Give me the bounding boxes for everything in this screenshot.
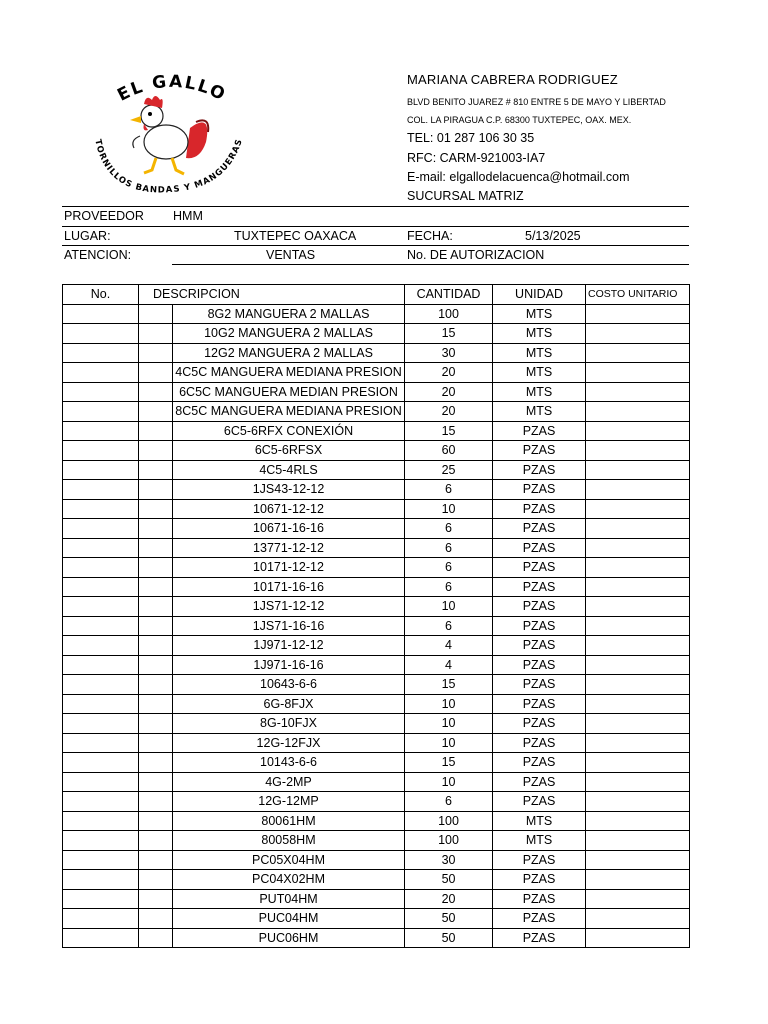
cell-unidad: PZAS	[493, 714, 586, 734]
cell-spacer	[139, 694, 173, 714]
cell-costo-unitario	[586, 811, 690, 831]
cell-costo-unitario	[586, 870, 690, 890]
cell-costo-unitario	[586, 772, 690, 792]
table-row	[63, 928, 690, 948]
cell-costo-unitario	[586, 928, 690, 948]
cell-spacer	[139, 714, 173, 734]
cell-descripcion: 10171-12-12	[173, 558, 405, 578]
cell-no	[63, 402, 139, 422]
header-descripcion: DESCRIPCION	[139, 285, 405, 305]
cell-descripcion: 10171-16-16	[173, 577, 405, 597]
lugar-value: TUXTEPEC OAXACA	[234, 229, 357, 243]
cell-costo-unitario	[586, 636, 690, 656]
lugar-label: LUGAR:	[64, 229, 111, 243]
header-no: No.	[63, 285, 139, 305]
cell-costo-unitario	[586, 733, 690, 753]
cell-descripcion: PC05X04HM	[173, 850, 405, 870]
cell-spacer	[139, 519, 173, 539]
header-unidad: UNIDAD	[493, 285, 586, 305]
cell-descripcion: 4C5C MANGUERA MEDIANA PRESION	[173, 363, 405, 383]
cell-no	[63, 324, 139, 344]
cell-no	[63, 538, 139, 558]
cell-unidad: MTS	[493, 811, 586, 831]
cell-unidad: PZAS	[493, 499, 586, 519]
el-gallo-logo	[72, 70, 272, 200]
logo-tagline-text: TORNILLOS BANDAS Y MANGUERAS	[92, 137, 245, 196]
cell-unidad: PZAS	[493, 655, 586, 675]
cell-costo-unitario	[586, 421, 690, 441]
cell-cantidad: 4	[405, 655, 493, 675]
cell-cantidad: 6	[405, 616, 493, 636]
items-table	[62, 284, 690, 948]
cell-costo-unitario	[586, 382, 690, 402]
cell-cantidad: 20	[405, 889, 493, 909]
svg-text:EL GALLO	[114, 72, 229, 106]
cell-unidad: PZAS	[493, 480, 586, 500]
table-row	[63, 499, 690, 519]
cell-spacer	[139, 792, 173, 812]
cell-cantidad: 6	[405, 558, 493, 578]
cell-cantidad: 10	[405, 694, 493, 714]
cell-descripcion: 6C5-6RFSX	[173, 441, 405, 461]
table-row	[63, 402, 690, 422]
cell-costo-unitario	[586, 558, 690, 578]
cell-descripcion: 6C5-6RFX CONEXIÓN	[173, 421, 405, 441]
cell-no	[63, 772, 139, 792]
logo-brand-text: EL GALLO	[114, 71, 230, 106]
table-row	[63, 792, 690, 812]
cell-spacer	[139, 343, 173, 363]
table-row	[63, 597, 690, 617]
cell-no	[63, 304, 139, 324]
cell-cantidad: 50	[405, 928, 493, 948]
cell-spacer	[139, 850, 173, 870]
cell-cantidad: 6	[405, 519, 493, 539]
cell-cantidad: 20	[405, 382, 493, 402]
cell-spacer	[139, 675, 173, 695]
cell-no	[63, 714, 139, 734]
cell-unidad: PZAS	[493, 577, 586, 597]
cell-no	[63, 811, 139, 831]
cell-descripcion: 6C5C MANGUERA MEDIAN PRESION	[173, 382, 405, 402]
cell-spacer	[139, 889, 173, 909]
cell-no	[63, 870, 139, 890]
table-header-row	[63, 285, 690, 305]
table-row	[63, 870, 690, 890]
fecha-label: FECHA:	[407, 229, 453, 243]
table-row	[63, 811, 690, 831]
cell-cantidad: 100	[405, 831, 493, 851]
cell-cantidad: 60	[405, 441, 493, 461]
table-row	[63, 363, 690, 383]
cell-unidad: MTS	[493, 402, 586, 422]
cell-costo-unitario	[586, 343, 690, 363]
cell-descripcion: 1JS43-12-12	[173, 480, 405, 500]
cell-cantidad: 15	[405, 675, 493, 695]
cell-costo-unitario	[586, 363, 690, 383]
cell-unidad: MTS	[493, 831, 586, 851]
table-row	[63, 753, 690, 773]
cell-descripcion: 10143-6-6	[173, 753, 405, 773]
cell-unidad: MTS	[493, 363, 586, 383]
company-email: E-mail: elgallodelacuenca@hotmail.com	[407, 170, 630, 184]
cell-spacer	[139, 870, 173, 890]
cell-descripcion: 80058HM	[173, 831, 405, 851]
cell-spacer	[139, 382, 173, 402]
cell-spacer	[139, 811, 173, 831]
cell-costo-unitario	[586, 499, 690, 519]
cell-spacer	[139, 441, 173, 461]
cell-unidad: PZAS	[493, 889, 586, 909]
cell-cantidad: 10	[405, 499, 493, 519]
table-row	[63, 636, 690, 656]
table-row	[63, 831, 690, 851]
cell-no	[63, 928, 139, 948]
company-rfc: RFC: CARM-921003-IA7	[407, 151, 546, 165]
cell-costo-unitario	[586, 655, 690, 675]
cell-descripcion: 8G2 MANGUERA 2 MALLAS	[173, 304, 405, 324]
cell-spacer	[139, 577, 173, 597]
cell-spacer	[139, 655, 173, 675]
cell-unidad: PZAS	[493, 909, 586, 929]
cell-cantidad: 30	[405, 850, 493, 870]
cell-costo-unitario	[586, 324, 690, 344]
atencion-label: ATENCION:	[64, 248, 132, 262]
company-branch: SUCURSAL MATRIZ	[407, 189, 524, 203]
cell-spacer	[139, 480, 173, 500]
cell-unidad: PZAS	[493, 928, 586, 948]
autorizacion-label: No. DE AUTORIZACION	[407, 248, 545, 262]
cell-cantidad: 6	[405, 577, 493, 597]
cell-costo-unitario	[586, 402, 690, 422]
table-row	[63, 558, 690, 578]
cell-no	[63, 733, 139, 753]
proveedor-label: PROVEEDOR	[64, 209, 144, 223]
cell-no	[63, 499, 139, 519]
cell-cantidad: 50	[405, 909, 493, 929]
cell-unidad: MTS	[493, 382, 586, 402]
cell-cantidad: 6	[405, 792, 493, 812]
cell-no	[63, 577, 139, 597]
cell-unidad: PZAS	[493, 558, 586, 578]
cell-spacer	[139, 772, 173, 792]
cell-cantidad: 10	[405, 597, 493, 617]
cell-cantidad: 6	[405, 538, 493, 558]
header-cantidad: CANTIDAD	[405, 285, 493, 305]
cell-spacer	[139, 597, 173, 617]
cell-unidad: PZAS	[493, 792, 586, 812]
cell-spacer	[139, 304, 173, 324]
cell-costo-unitario	[586, 480, 690, 500]
cell-unidad: PZAS	[493, 870, 586, 890]
cell-unidad: PZAS	[493, 460, 586, 480]
cell-cantidad: 15	[405, 753, 493, 773]
table-row	[63, 304, 690, 324]
cell-no	[63, 753, 139, 773]
cell-costo-unitario	[586, 889, 690, 909]
cell-unidad: PZAS	[493, 616, 586, 636]
company-address-line2: COL. LA PIRAGUA C.P. 68300 TUXTEPEC, OAX. MEX.	[407, 115, 632, 125]
cell-cantidad: 10	[405, 714, 493, 734]
company-phone: TEL: 01 287 106 30 35	[407, 131, 535, 145]
table-row	[63, 538, 690, 558]
header-costo-unitario: COSTO UNITARIO	[586, 285, 690, 305]
divider	[172, 264, 689, 265]
cell-unidad: PZAS	[493, 597, 586, 617]
cell-descripcion: 12G-12FJX	[173, 733, 405, 753]
cell-descripcion: 6G-8FJX	[173, 694, 405, 714]
cell-cantidad: 10	[405, 733, 493, 753]
cell-no	[63, 363, 139, 383]
cell-no	[63, 889, 139, 909]
fecha-value: 5/13/2025	[525, 229, 581, 243]
cell-descripcion: 12G-12MP	[173, 792, 405, 812]
cell-spacer	[139, 909, 173, 929]
cell-unidad: PZAS	[493, 753, 586, 773]
cell-descripcion: 10671-16-16	[173, 519, 405, 539]
table-row	[63, 577, 690, 597]
cell-no	[63, 909, 139, 929]
cell-descripcion: 4G-2MP	[173, 772, 405, 792]
cell-costo-unitario	[586, 831, 690, 851]
cell-costo-unitario	[586, 577, 690, 597]
table-row	[63, 909, 690, 929]
cell-descripcion: PUT04HM	[173, 889, 405, 909]
cell-no	[63, 850, 139, 870]
cell-spacer	[139, 753, 173, 773]
cell-spacer	[139, 324, 173, 344]
cell-cantidad: 100	[405, 811, 493, 831]
cell-descripcion: 1J971-16-16	[173, 655, 405, 675]
table-row	[63, 616, 690, 636]
cell-cantidad: 10	[405, 772, 493, 792]
cell-unidad: PZAS	[493, 772, 586, 792]
cell-costo-unitario	[586, 675, 690, 695]
cell-costo-unitario	[586, 714, 690, 734]
cell-no	[63, 382, 139, 402]
table-row	[63, 655, 690, 675]
table-row	[63, 421, 690, 441]
cell-costo-unitario	[586, 597, 690, 617]
cell-cantidad: 50	[405, 870, 493, 890]
cell-spacer	[139, 928, 173, 948]
cell-unidad: PZAS	[493, 694, 586, 714]
cell-no	[63, 480, 139, 500]
table-row	[63, 675, 690, 695]
cell-spacer	[139, 499, 173, 519]
cell-no	[63, 460, 139, 480]
table-row	[63, 343, 690, 363]
cell-costo-unitario	[586, 694, 690, 714]
cell-descripcion: 1J971-12-12	[173, 636, 405, 656]
cell-cantidad: 6	[405, 480, 493, 500]
cell-descripcion: 13771-12-12	[173, 538, 405, 558]
cell-descripcion: 4C5-4RLS	[173, 460, 405, 480]
cell-no	[63, 694, 139, 714]
table-row	[63, 733, 690, 753]
cell-no	[63, 616, 139, 636]
cell-costo-unitario	[586, 909, 690, 929]
cell-costo-unitario	[586, 460, 690, 480]
cell-spacer	[139, 558, 173, 578]
cell-no	[63, 558, 139, 578]
cell-descripcion: PUC04HM	[173, 909, 405, 929]
cell-no	[63, 597, 139, 617]
table-row	[63, 460, 690, 480]
table-row	[63, 441, 690, 461]
cell-cantidad: 100	[405, 304, 493, 324]
cell-unidad: PZAS	[493, 636, 586, 656]
cell-costo-unitario	[586, 519, 690, 539]
cell-costo-unitario	[586, 616, 690, 636]
cell-cantidad: 15	[405, 324, 493, 344]
cell-costo-unitario	[586, 753, 690, 773]
cell-unidad: PZAS	[493, 538, 586, 558]
table-row	[63, 889, 690, 909]
cell-unidad: PZAS	[493, 733, 586, 753]
table-row	[63, 772, 690, 792]
cell-no	[63, 792, 139, 812]
cell-unidad: MTS	[493, 304, 586, 324]
cell-no	[63, 655, 139, 675]
table-row	[63, 519, 690, 539]
cell-no	[63, 831, 139, 851]
cell-descripcion: 80061HM	[173, 811, 405, 831]
cell-unidad: PZAS	[493, 421, 586, 441]
cell-unidad: PZAS	[493, 675, 586, 695]
cell-spacer	[139, 733, 173, 753]
cell-descripcion: 10643-6-6	[173, 675, 405, 695]
proveedor-value: HMM	[173, 209, 203, 223]
cell-no	[63, 636, 139, 656]
cell-descripcion: 12G2 MANGUERA 2 MALLAS	[173, 343, 405, 363]
cell-spacer	[139, 636, 173, 656]
cell-descripcion: PUC06HM	[173, 928, 405, 948]
cell-unidad: PZAS	[493, 850, 586, 870]
company-address-line1: BLVD BENITO JUAREZ # 810 ENTRE 5 DE MAYO Y LIBERTAD	[407, 97, 666, 107]
cell-spacer	[139, 616, 173, 636]
cell-no	[63, 519, 139, 539]
cell-descripcion: 10G2 MANGUERA 2 MALLAS	[173, 324, 405, 344]
cell-no	[63, 675, 139, 695]
cell-no	[63, 343, 139, 363]
cell-descripcion: 1JS71-16-16	[173, 616, 405, 636]
divider	[62, 245, 689, 246]
company-name: MARIANA CABRERA RODRIGUEZ	[407, 72, 618, 87]
divider	[62, 206, 689, 207]
cell-spacer	[139, 460, 173, 480]
cell-cantidad: 20	[405, 363, 493, 383]
cell-cantidad: 4	[405, 636, 493, 656]
cell-spacer	[139, 402, 173, 422]
cell-spacer	[139, 538, 173, 558]
cell-descripcion: 8G-10FJX	[173, 714, 405, 734]
cell-costo-unitario	[586, 441, 690, 461]
cell-descripcion: 8C5C MANGUERA MEDIANA PRESION	[173, 402, 405, 422]
cell-unidad: MTS	[493, 343, 586, 363]
divider	[62, 226, 689, 227]
cell-cantidad: 30	[405, 343, 493, 363]
cell-spacer	[139, 363, 173, 383]
table-row	[63, 480, 690, 500]
cell-costo-unitario	[586, 538, 690, 558]
cell-descripcion: 1JS71-12-12	[173, 597, 405, 617]
cell-spacer	[139, 831, 173, 851]
table-row	[63, 850, 690, 870]
cell-cantidad: 15	[405, 421, 493, 441]
cell-cantidad: 25	[405, 460, 493, 480]
cell-no	[63, 421, 139, 441]
atencion-value: VENTAS	[266, 248, 316, 262]
rooster-icon	[130, 96, 208, 174]
cell-descripcion: PC04X02HM	[173, 870, 405, 890]
cell-no	[63, 441, 139, 461]
cell-costo-unitario	[586, 792, 690, 812]
cell-cantidad: 20	[405, 402, 493, 422]
cell-costo-unitario	[586, 304, 690, 324]
table-row	[63, 714, 690, 734]
table-row	[63, 324, 690, 344]
cell-unidad: PZAS	[493, 441, 586, 461]
cell-costo-unitario	[586, 850, 690, 870]
cell-spacer	[139, 421, 173, 441]
table-row	[63, 694, 690, 714]
table-row	[63, 382, 690, 402]
cell-unidad: MTS	[493, 324, 586, 344]
cell-unidad: PZAS	[493, 519, 586, 539]
cell-descripcion: 10671-12-12	[173, 499, 405, 519]
